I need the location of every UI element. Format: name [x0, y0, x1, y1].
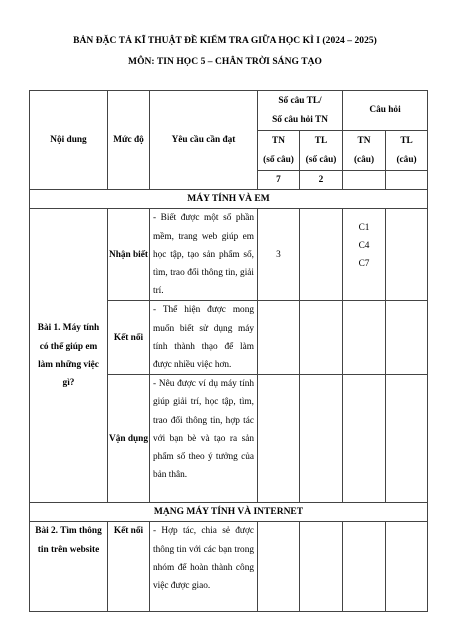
header-tl-cau-unit: (câu) — [396, 154, 417, 165]
header-tn-cau-label: TN — [357, 136, 371, 147]
header-so-cau-line2: Số câu hỏi TN — [272, 114, 328, 125]
header-so-cau — [258, 91, 343, 131]
tn-questions-bai2 — [343, 522, 386, 612]
document-subtitle: MÔN: TIN HỌC 5 – CHÂN TRỜI SÁNG TẠO — [128, 57, 322, 67]
total-tn: 7 — [258, 171, 300, 190]
tl-count-bai2 — [300, 522, 343, 612]
question-c1: C1 — [358, 223, 370, 234]
header-so-cau-line1: Số câu TL/ — [278, 95, 322, 106]
tl-questions-nhan-biet — [386, 209, 428, 301]
tl-questions-van-dung — [386, 375, 428, 503]
tn-count-nhan-biet: 3 — [258, 209, 300, 301]
question-c4: C4 — [358, 241, 370, 252]
header-tl-cau-label: TL — [400, 136, 413, 147]
tl-questions-ket-noi — [386, 301, 428, 375]
header-noi-dung: Nội dung — [30, 91, 108, 190]
header-tn-cau — [343, 131, 386, 171]
total-tl: 2 — [300, 171, 343, 190]
tn-questions-van-dung — [343, 375, 386, 503]
header-row — [30, 91, 428, 131]
header-tl-label: TL — [314, 136, 328, 147]
lesson-1-name: Bài 1. Máy tính có thể giúp em làm những việc gì? — [30, 209, 108, 503]
level-van-dung: Vận dụng — [108, 375, 150, 503]
tl-count-ket-noi — [300, 301, 343, 375]
requirement-ket-noi: - Thể hiện được mong muốn biết sử dụng máy tính thành thạo để làm được nhiều việc hơn. — [150, 301, 258, 375]
tl-count-van-dung — [300, 375, 343, 503]
header-cau-hoi: Câu hỏi — [343, 91, 428, 131]
lesson-2-name: Bài 2. Tìm thông tin trên website — [30, 522, 108, 612]
header-tn-unit: (số câu) — [263, 154, 294, 165]
header-tl-cau — [386, 131, 428, 171]
level-ket-noi: Kết nối — [108, 301, 150, 375]
header-tn-cau-unit: (câu) — [353, 154, 375, 165]
tl-questions-bai2 — [386, 522, 428, 612]
table-row — [30, 209, 428, 301]
tn-count-ket-noi — [258, 301, 300, 375]
specification-table — [29, 90, 428, 612]
tn-count-van-dung — [258, 375, 300, 503]
tn-questions-ket-noi — [343, 301, 386, 375]
section-row — [30, 503, 428, 522]
header-yeu-cau: Yêu cầu cần đạt — [150, 91, 258, 190]
total-empty-1 — [343, 171, 386, 190]
total-empty-2 — [386, 171, 428, 190]
level-ket-noi-bai2: Kết nối — [108, 522, 150, 612]
document-title: BẢN ĐẶC TẢ KĨ THUẬT ĐỀ KIỂM TRA GIỮA HỌC KÌ I (2024 – 2025) — [73, 36, 377, 46]
header-tn-so-cau — [258, 131, 300, 171]
level-nhan-biet: Nhận biết — [108, 209, 150, 301]
section-row — [30, 190, 428, 209]
requirement-nhan-biet: - Biết được một số phần mềm, trang web giúp em học tập, tạo sản phẩm số, tìm, trao đổi thông tin, giải trí. — [150, 209, 258, 301]
tn-count-bai2 — [258, 522, 300, 612]
tl-count-nhan-biet — [300, 209, 343, 301]
header-tn-label: TN — [272, 136, 285, 147]
section-mang-may-tinh: MẠNG MÁY TÍNH VÀ INTERNET — [30, 503, 428, 522]
header-tl-so-cau — [300, 131, 343, 171]
question-c7: C7 — [358, 259, 370, 270]
header-tl-unit: (số câu) — [305, 154, 337, 165]
section-may-tinh-va-em: MÁY TÍNH VÀ EM — [30, 190, 428, 209]
table-row — [30, 522, 428, 612]
question-list-nhan-biet — [343, 209, 386, 301]
requirement-bai2: - Hợp tác, chia sẻ được thông tin với các bạn trong nhóm để hoàn thành công việc được giao. — [150, 522, 258, 612]
header-muc-do: Mức độ — [108, 91, 150, 190]
requirement-van-dung: - Nêu được ví dụ máy tính giúp giải trí, học tập, tìm, trao đổi thông tin, hợp tác với bạn bè và tạo ra sản phẩm số theo ý tưởng của bản thân. — [150, 375, 258, 503]
